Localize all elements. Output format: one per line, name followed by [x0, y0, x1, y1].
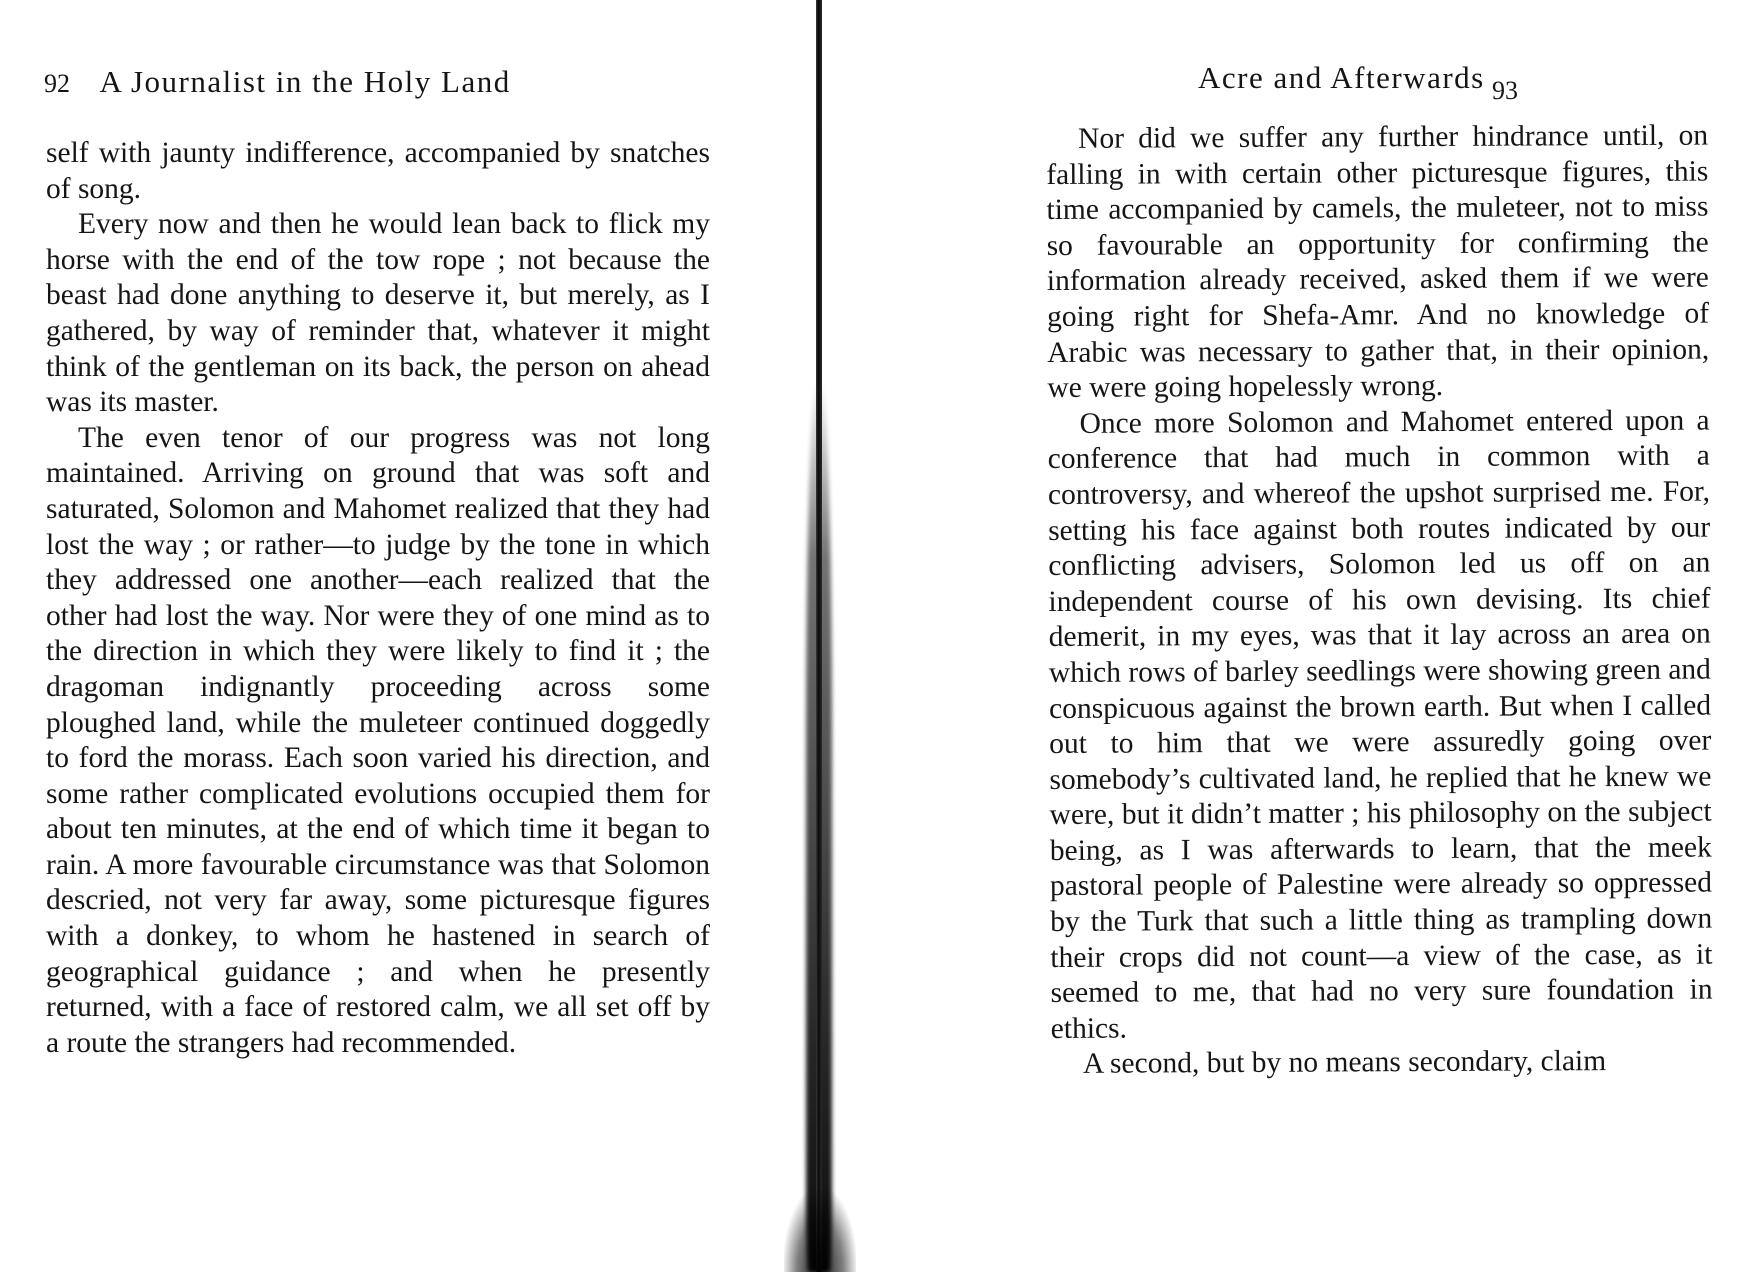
right-paragraph-1: Nor did we suffer any further hindrance until, on falling in with certain other picturesque figures, this time accompanied by camels, the muleteer, not to miss so favourable an opportunity for confirming the information already received, asked them if we were going right for Shefa-Amr. And no knowledge of Arabic was necessary to gather that, in their opinion, we were going hopelessly wrong.: [1046, 119, 1710, 405]
right-page: [860, 0, 1752, 1272]
book-gutter: [780, 0, 860, 1272]
left-running-head: A Journalist in the Holy Land: [99, 64, 511, 99]
left-page: [0, 0, 780, 1272]
right-paragraph-3: A second, but by no means secondary, claim: [1082, 1045, 1607, 1081]
gutter-base-shadow: [784, 1190, 856, 1272]
right-paragraph-2: Once more Solomon and Mahomet entered upon a conference that had much in common with a controversy, and whereof the upshot surprised me. For, setting his face against both routes indicated by our conflicting advisers, Solomon led us off on an independent course of his own devising. Its chief demerit, in my eyes, was that it lay across an area on which rows of barley seedlings were showing green and conspicuous against the brown earth. But when I called out to him that we were assuredly going over somebody’s cultivated land, he replied that he knew we were, but it didn’t matter ; his philosophy on the subject being, as I was afterwards to learn, that the meek pastoral people of Palestine were already so oppressed by the Turk that such a little thing as trampling down their crops did not count—a view of the case, as it seemed to me, that had no very sure foundation in ethics.: [1047, 404, 1713, 1045]
right-running-head: Acre and Afterwards: [1198, 60, 1485, 95]
left-paragraph-1: self with jaunty indifference, accompanied by snatches of song.: [46, 137, 710, 205]
gutter-line: [816, 0, 822, 1272]
left-paragraph-2: Every now and then he would lean back to flick my horse with the end of the tow rope ; not because the beast had done anything to deserve it, but merely, as I gathered, by way of reminder that, whatever it might think of the gentleman on its back, the person on ahead was its master.: [46, 208, 710, 419]
left-page-number: 92: [44, 69, 70, 98]
right-page-number: 93: [1492, 76, 1518, 105]
right-page-body: [1046, 119, 1713, 1083]
left-page-body: [46, 136, 710, 1061]
left-running-header: [44, 64, 511, 100]
left-paragraph-3: The even tenor of our progress was not long maintained. Arriving on ground that was soft and saturated, Solomon and Mahomet realized that they had lost the way ; or rather—to judge by the tone in which they addressed one another—each realized that the other had lost the way. Nor were they of one mind as to the direction in which they were likely to find it ; the dragoman indignantly proceeding across some ploughed land, while the muleteer continued doggedly to ford the morass. Each soon varied his direction, and some rather complicated evolutions occupied them for about ten minutes, at the end of which time it began to rain. A more favourable circumstance was that Solomon descried, not very far away, some picturesque figures with a donkey, to whom he hastened in search of geographical guidance ; and when he presently returned, with a face of restored calm, we all set off by a route the strangers had recommended.: [46, 421, 710, 1059]
